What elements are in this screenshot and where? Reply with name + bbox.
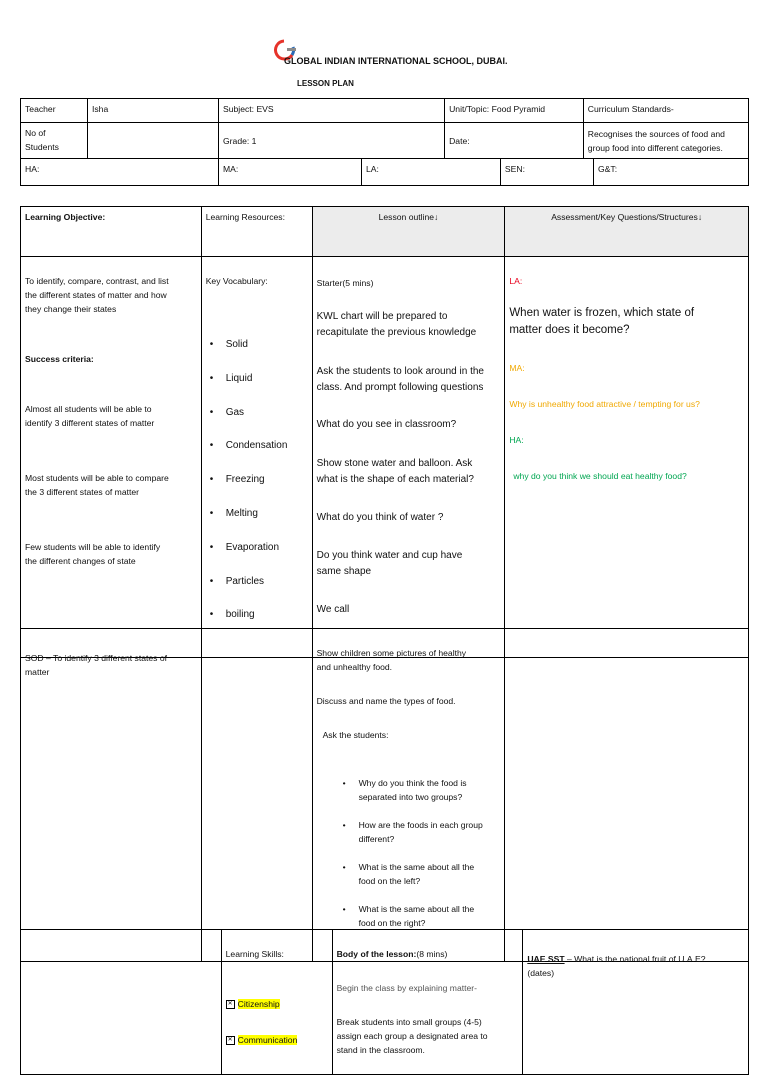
gt-cell: G&T: xyxy=(594,159,749,186)
sod-questions xyxy=(339,762,501,944)
sod-question: • What is the same about all the food on the left? xyxy=(353,860,501,888)
teacher-info-table xyxy=(20,98,749,186)
la-question: When water is frozen, which state of matter does it become? xyxy=(509,307,695,336)
vocab-list xyxy=(206,320,308,640)
vocab-item: • Solid xyxy=(220,336,308,354)
vocab-item: • Evaporation xyxy=(220,539,308,557)
outline-header xyxy=(312,207,505,257)
outline-step: KWL chart will be prepared to recapitulate the previous knowledge xyxy=(316,311,477,338)
objective-header: Learning Objective: xyxy=(21,207,202,257)
vocab-label: Key Vocabulary: xyxy=(205,276,268,286)
uae-sst-text: – What is the national fruit of U.A.E? (dates) xyxy=(527,954,706,978)
vocab-item: • Condensation xyxy=(220,437,308,455)
resources-cell xyxy=(201,257,312,658)
outline-cell xyxy=(312,257,505,658)
body-heading xyxy=(337,947,519,961)
uae-sst-cell xyxy=(523,930,749,1075)
outline-step: What do you see in classroom? xyxy=(316,419,457,430)
ma-label: MA: xyxy=(509,363,525,373)
resources-header: Learning Resources: xyxy=(201,207,312,257)
body-table xyxy=(20,929,749,1075)
subject-cell: Subject: EVS xyxy=(219,99,445,123)
criteria-few: Few students will be able to identify the different changes of state xyxy=(25,542,161,566)
curriculum-value: Recognises the sources of food and group food into different categories. xyxy=(583,123,748,159)
sod-assessment-cell xyxy=(505,629,749,962)
students-label: No of Students xyxy=(21,123,88,159)
assessment-cell xyxy=(505,257,749,658)
outline-step: We call xyxy=(316,604,350,615)
outline-step: What do you think of water ? xyxy=(316,512,444,523)
sod-question: • Why do you think the food is separated into two groups? xyxy=(353,776,501,804)
criteria-most: Most students will be able to compare the 3 different states of matter xyxy=(25,473,169,497)
teacher-value: Isha xyxy=(88,99,219,123)
body-empty-cell xyxy=(21,930,222,1075)
vocab-item: • Particles xyxy=(220,573,308,591)
skill-label: Citizenship xyxy=(237,999,280,1009)
ha-cell: HA: xyxy=(21,159,219,186)
date-cell: Date: xyxy=(445,123,584,159)
vocab-item: • Freezing xyxy=(220,471,308,489)
arrow-down-icon: ↓ xyxy=(697,212,703,222)
sod-outline-cell xyxy=(312,629,505,962)
la-label: LA: xyxy=(509,276,523,286)
sod-resources-cell xyxy=(201,629,312,962)
skill-citizenship xyxy=(226,997,328,1011)
starter-label: Starter(5 mins) xyxy=(316,278,374,288)
teacher-label: Teacher xyxy=(21,99,88,123)
curriculum-label: Curriculum Standards- xyxy=(583,99,748,123)
objective-cell xyxy=(21,257,202,658)
vocab-item: • Gas xyxy=(220,404,308,422)
topic-cell: Unit/Topic: Food Pyramid xyxy=(445,99,584,123)
body-label: Body of the lesson: xyxy=(336,949,417,959)
uae-sst-label: UAE SST xyxy=(527,954,565,964)
grade-cell: Grade: 1 xyxy=(219,123,445,159)
sod-cell: SOD – To identify 3 different states of matter xyxy=(21,629,202,962)
skills-cell xyxy=(221,930,332,1075)
sod-discuss: Discuss and name the types of food. xyxy=(316,696,456,706)
sod-question: • How are the foods in each group different? xyxy=(353,818,501,846)
checkbox-icon: ✕ xyxy=(227,1037,233,1044)
success-criteria-label: Success criteria: xyxy=(25,354,94,364)
vocab-item: • boiling xyxy=(220,606,308,624)
body-time: (8 mins) xyxy=(416,949,448,959)
lesson-table xyxy=(20,206,749,658)
body-step: Begin the class by explaining matter- xyxy=(336,983,478,993)
sod-question: • What is the same about all the food on the right? xyxy=(353,902,501,930)
vocab-item: • Melting xyxy=(220,505,308,523)
la-cell: LA: xyxy=(362,159,501,186)
ha-label: HA: xyxy=(509,435,524,445)
school-name: GLOBAL INDIAN INTERNATIONAL SCHOOL, DUBAI. xyxy=(284,56,508,66)
sen-cell: SEN: xyxy=(500,159,593,186)
outline-header-text: Lesson outline xyxy=(378,212,435,222)
assessment-header xyxy=(505,207,749,257)
ma-cell: MA: xyxy=(219,159,362,186)
sod-ask: Ask the students: xyxy=(322,730,389,740)
arrow-down-icon: ↓ xyxy=(434,212,439,222)
skill-label: Communication xyxy=(237,1035,298,1045)
objective-text: To identify, compare, contrast, and list the different states of matter and how they change their states xyxy=(25,276,169,314)
skill-communication xyxy=(226,1033,328,1047)
ha-question: why do you think we should eat healthy food? xyxy=(513,471,687,481)
sod-table xyxy=(20,628,749,962)
body-step: Break students into small groups (4-5) assign each group a designated area to stand in the classroom. xyxy=(336,1017,488,1055)
body-cell xyxy=(332,930,523,1075)
document-title: LESSON PLAN xyxy=(297,79,354,88)
vocab-item: • Liquid xyxy=(220,370,308,388)
outline-step: Do you think water and cup have same shape xyxy=(316,550,463,577)
students-value xyxy=(88,123,219,159)
outline-step: Ask the students to look around in the class. And prompt following questions xyxy=(316,366,484,393)
assessment-header-text: Assessment/Key Questions/Structures xyxy=(551,212,698,222)
ma-question: Why is unhealthy food attractive / tempting for us? xyxy=(509,399,700,409)
sod-intro: Show children some pictures of healthy and unhealthy food. xyxy=(316,648,467,672)
skills-label: Learning Skills: xyxy=(225,949,284,959)
criteria-all: Almost all students will be able to identify 3 different states of matter xyxy=(25,404,155,428)
outline-step: Show stone water and balloon. Ask what is the shape of each material? xyxy=(316,458,474,485)
checkbox-icon: ✕ xyxy=(227,1001,233,1008)
